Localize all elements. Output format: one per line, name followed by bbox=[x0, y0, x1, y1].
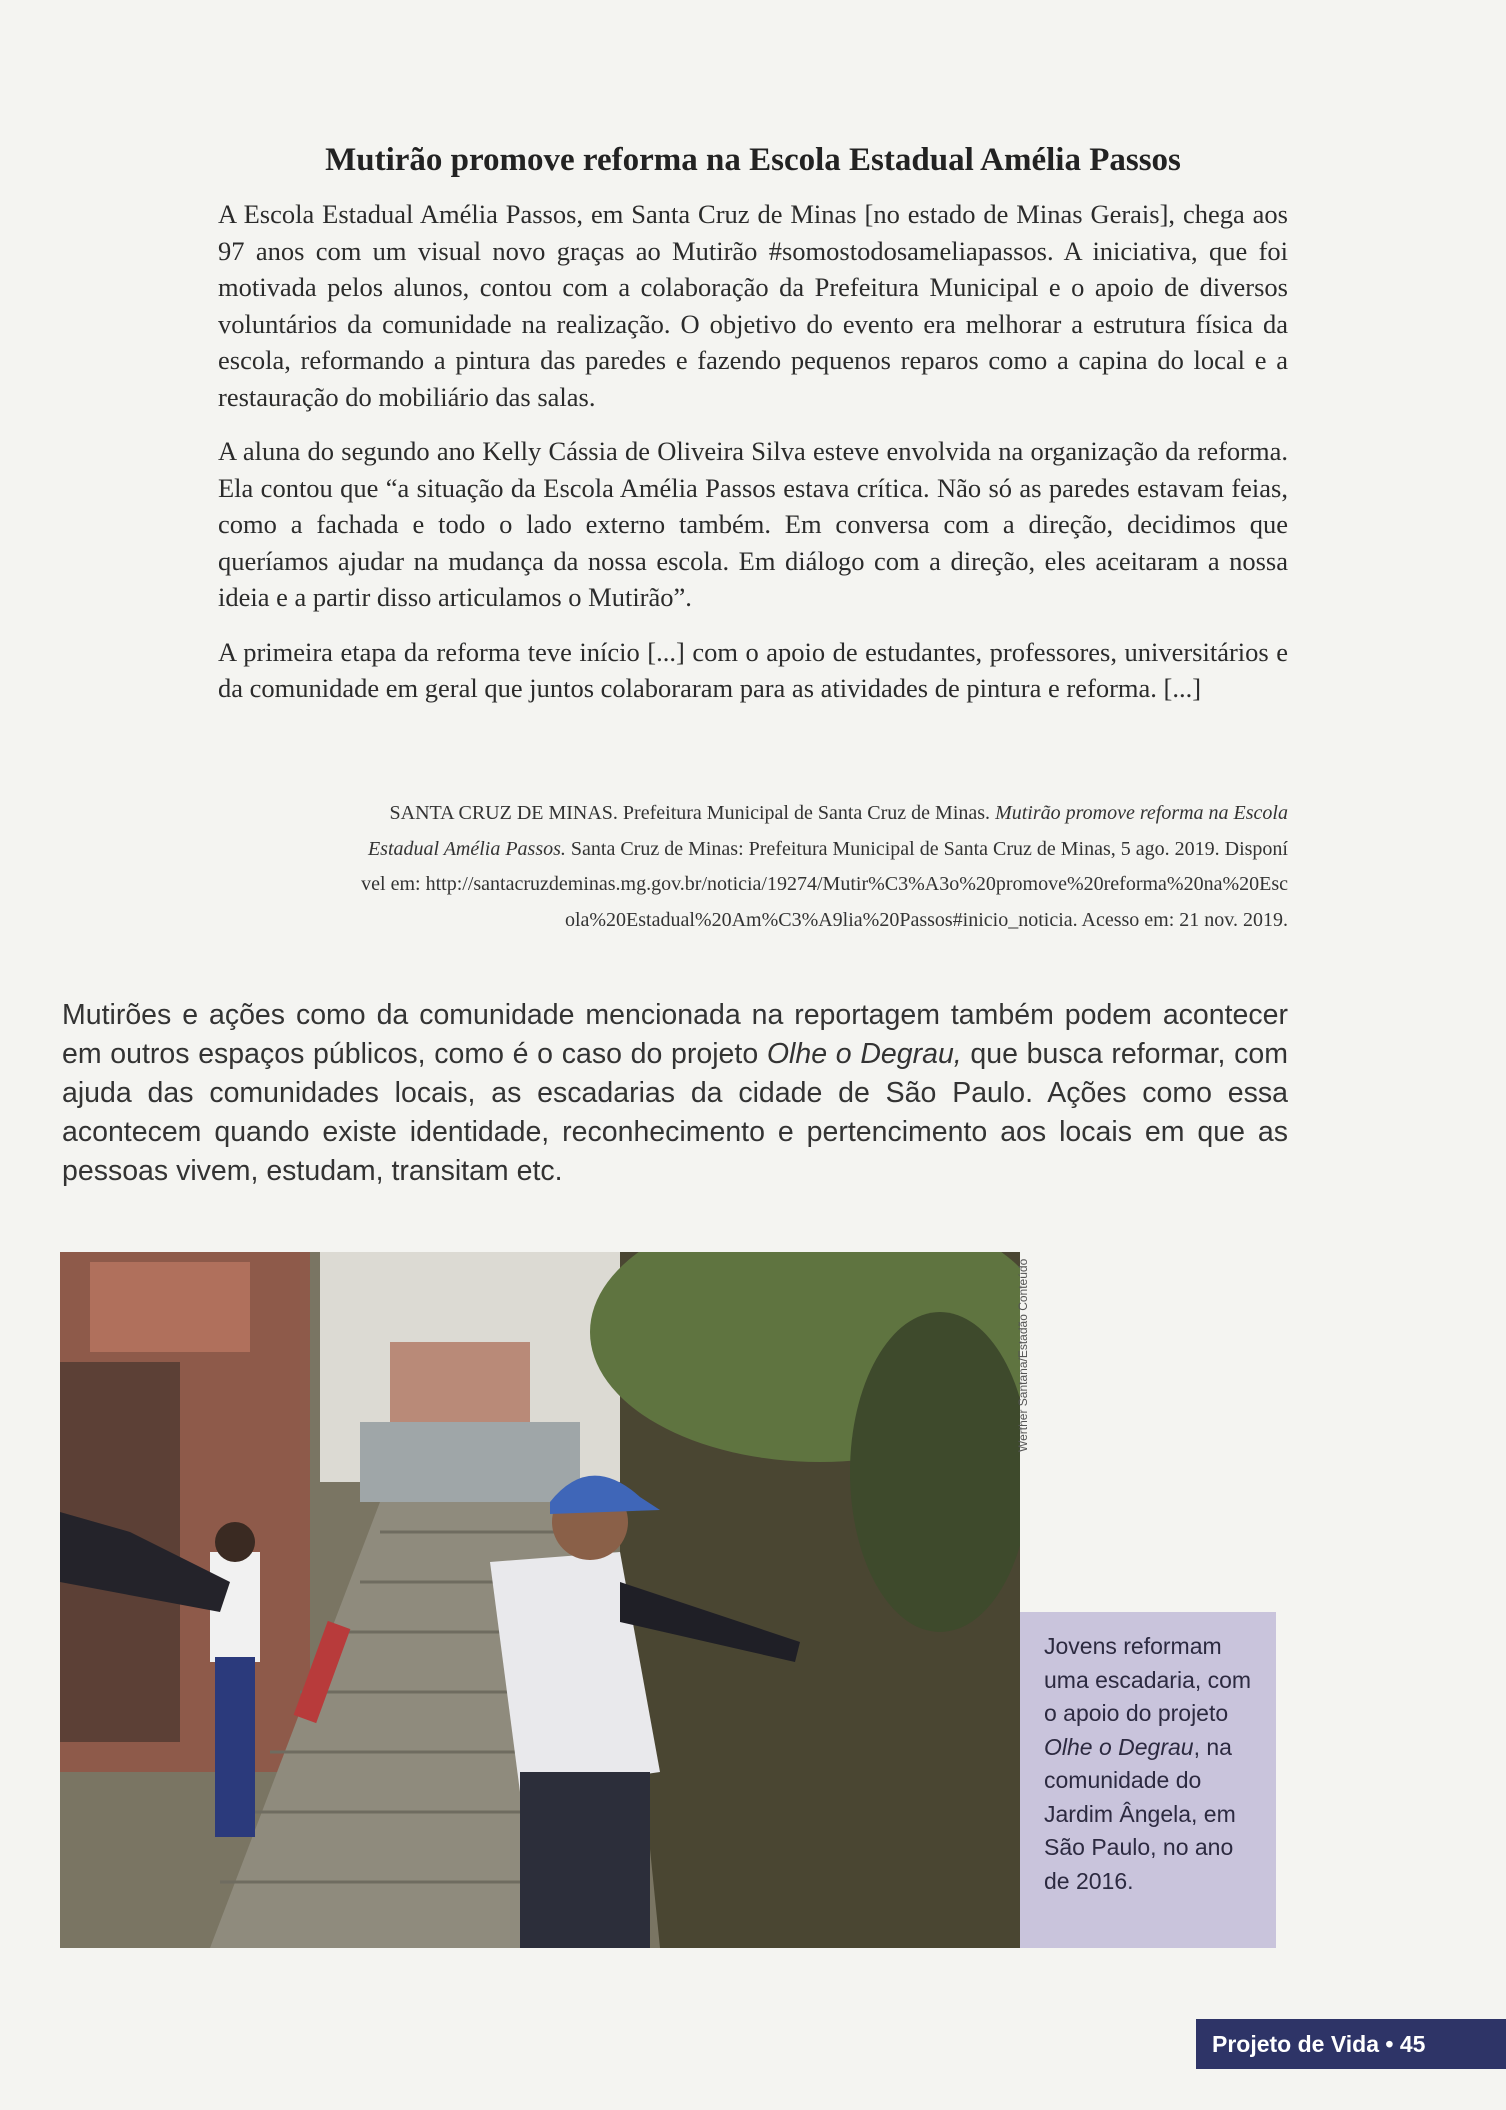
stairway-photo bbox=[60, 1252, 1020, 1948]
caption-text-start: Jovens reformam uma escadaria, com o apoio do projeto bbox=[1044, 1633, 1252, 1726]
body-text-start: Mutirões e ações como da comunidade mencionada na reportagem também podem acontecer em outros espaços públicos, como é o caso do projeto bbox=[62, 999, 1288, 1070]
citation-publisher: Santa Cruz de Minas: Prefeitura Municipal de Santa Cruz de Minas, 5 ago. 2019. Disponível em: http://santacruzdeminas.mg.gov.br/noticia/19274/Mutir%C3%A3o%20promove%20reforma%20na%20Escola%20Estadual%20Am%C3%A9lia%20Passos#inicio_noticia. Acesso em: 21 nov. 2019. bbox=[361, 837, 1288, 931]
photo-illustration bbox=[60, 1252, 1020, 1948]
article-paragraph-3: A primeira etapa da reforma teve início [...] com o apoio de estudantes, professores, universitários e da comunidade em geral que juntos colaboraram para as atividades de pintura e reforma. [...] bbox=[218, 636, 1288, 703]
body-text-end: que busca reformar, com ajuda das comunidades locais, as escadarias da cidade de São Paulo. Ações como essa acontecem quando existe identidade, reconhecimento e pertencimento aos locais em que as pessoas vivem, estudam, transitam etc. bbox=[62, 1038, 1288, 1187]
photo-credit-text: Werther Santana/Estadão Conteúdo bbox=[1016, 1258, 1030, 1452]
article-title: Mutirão promove reforma na Escola Estadual Amélia Passos bbox=[325, 142, 1181, 179]
article-paragraph-2: A aluna do segundo ano Kelly Cássia de Oliveira Silva esteve envolvida na organização da reforma. Ela contou que “a situação da Escola Amélia Passos estava crítica. Não só as paredes estavam feias, como a fachada e todo o lado externo também. Em conversa com a direção, decidimos que queríamos ajudar na mudança da nossa escola. Em diálogo com a direção, eles aceitaram a nossa ideia e a partir disso articulamos o Mutirão”. bbox=[218, 436, 1288, 612]
caption-project-name: Olhe o Degrau bbox=[1044, 1733, 1194, 1760]
caption-text-end: , na comunidade do Jardim Ângela, em São Paulo, no ano de 2016. bbox=[1044, 1733, 1236, 1894]
page-footer: Projeto de Vida • 45 bbox=[1196, 2019, 1506, 2069]
photo-caption bbox=[1044, 1630, 1258, 1898]
project-name: Olhe o Degrau, bbox=[766, 1038, 962, 1070]
citation-work-title: Mutirão promove reforma na Escola Estadual Amélia Passos. bbox=[367, 802, 1288, 860]
photo-credit bbox=[1016, 1258, 1030, 1452]
article-paragraph-1: A Escola Estadual Amélia Passos, em Santa Cruz de Minas [no estado de Minas Gerais], chega aos 97 anos com um visual novo graças ao Mutirão #somostodosameliapassos. A iniciativa, que foi motivada pelos alunos, contou com a colaboração da Prefeitura Municipal e o apoio de diversos voluntários da comunidade na realização. O objetivo do evento era melhorar a estrutura física da escola, reformando a pintura das paredes e fazendo pequenos reparos como a capina do local e a restauração do mobiliário das salas. bbox=[218, 199, 1288, 412]
quoted-article bbox=[218, 196, 1288, 725]
photo-caption-box bbox=[1020, 1612, 1276, 1948]
citation-author: SANTA CRUZ DE MINAS. Prefeitura Municipal de Santa Cruz de Minas. bbox=[389, 802, 991, 824]
source-citation bbox=[360, 796, 1288, 938]
body-paragraph bbox=[62, 996, 1288, 1191]
